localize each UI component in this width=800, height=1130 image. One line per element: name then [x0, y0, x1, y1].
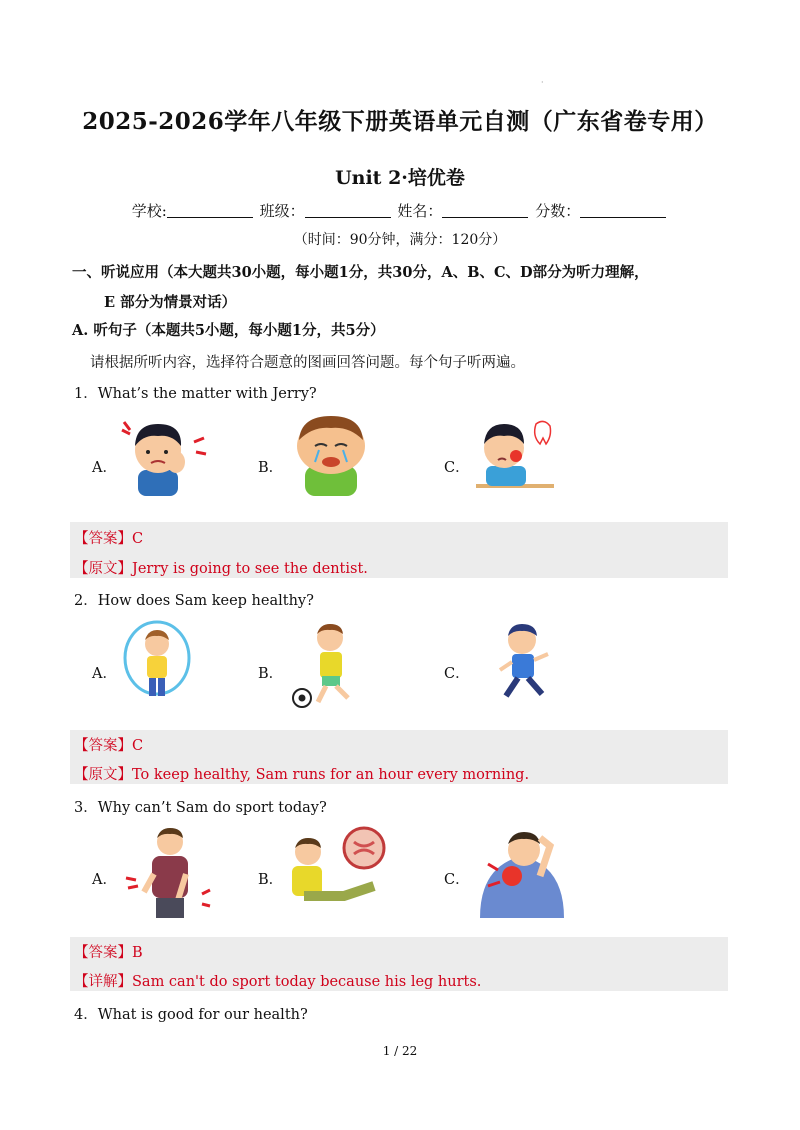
q3-explanation-text: Sam can't do sport today because his leg hurts. — [132, 974, 482, 990]
name-label: 姓名： — [397, 202, 443, 220]
score-blank[interactable] — [580, 202, 666, 218]
q1-answer-value: C — [132, 531, 144, 547]
q3-option-b-label: B． — [258, 872, 284, 888]
part-a-heading: A. 听句子（本题共5小题，每小题1分，共5分） — [72, 322, 385, 339]
q3-answer-box — [70, 937, 728, 991]
question-3: 3．Why can’t Sam do sport today? — [74, 800, 327, 816]
q3-answer — [74, 941, 143, 962]
q2-option-c-label: C． — [444, 666, 470, 682]
arm-pain-man-illustration — [122, 824, 212, 918]
question-4: 4．What is good for our health? — [74, 1007, 308, 1023]
school-label: 学校: — [131, 202, 167, 220]
q2-transcript-text: To keep healthy, Sam runs for an hour every morning. — [132, 767, 530, 783]
section-heading-line1: 一、听说应用（本大题共30小题，每小题1分，共30分，A、B、C、D部分为听力理解， — [72, 264, 649, 281]
shoulder-pain-man-illustration — [470, 826, 580, 918]
score-label: 分数： — [535, 202, 581, 220]
q2-answer-value: C — [132, 738, 144, 754]
section-heading — [72, 258, 732, 318]
q2-transcript — [74, 763, 529, 784]
part-a-instruction: 请根据所听内容，选择符合题意的图画回答问题。每个句子听两遍。 — [90, 355, 525, 371]
q1-transcript — [74, 557, 368, 578]
toothache-boy-illustration — [472, 414, 558, 494]
time-note: （时间：90分钟，满分：120分） — [293, 232, 507, 248]
q1-transcript-text: Jerry is going to see the dentist. — [132, 561, 368, 577]
q3-option-c-label: C． — [444, 872, 470, 888]
q2-transcript-label: 【原文】 — [74, 767, 132, 783]
q1-option-a-label: A． — [92, 460, 117, 476]
q1-option-b-label: B． — [258, 460, 284, 476]
q1-option-c-label: C． — [444, 460, 470, 476]
q2-answer — [74, 734, 143, 755]
q2-answer-box — [70, 730, 728, 784]
class-blank[interactable] — [305, 202, 391, 218]
q1-answer-label: 【答案】 — [74, 531, 132, 547]
question-1: 1．What’s the matter with Jerry? — [74, 386, 317, 402]
q1-transcript-label: 【原文】 — [74, 561, 132, 577]
q2-option-b-label: B． — [258, 666, 284, 682]
leg-pain-boy-illustration — [282, 826, 386, 916]
q3-explanation — [74, 970, 481, 991]
headache-boy-illustration — [112, 412, 212, 496]
student-info-line — [0, 200, 800, 221]
name-blank[interactable] — [442, 202, 528, 218]
scan-dot: · — [541, 78, 544, 87]
stomachache-boy-illustration — [285, 410, 377, 496]
q3-answer-value: B — [132, 945, 143, 961]
q1-answer — [74, 527, 143, 548]
q3-option-a-label: A． — [92, 872, 117, 888]
class-label: 班级： — [259, 202, 305, 220]
q3-answer-label: 【答案】 — [74, 945, 132, 961]
page-title: 2025-2026学年八年级下册英语单元自测（广东省卷专用） — [82, 108, 718, 135]
school-blank[interactable] — [167, 202, 253, 218]
section-heading-line2: E 部分为情景对话） — [104, 294, 237, 311]
football-boy-illustration — [290, 620, 370, 708]
page-subtitle: Unit 2·培优卷 — [335, 167, 465, 189]
q3-explanation-label: 【详解】 — [74, 974, 132, 990]
jump-rope-boy-illustration — [120, 618, 194, 706]
question-2: 2．How does Sam keep healthy? — [74, 593, 314, 609]
q2-option-a-label: A． — [92, 666, 117, 682]
page-number: 1 / 22 — [382, 1044, 418, 1058]
q2-answer-label: 【答案】 — [74, 738, 132, 754]
running-boy-illustration — [488, 620, 560, 706]
q1-answer-box — [70, 522, 728, 578]
